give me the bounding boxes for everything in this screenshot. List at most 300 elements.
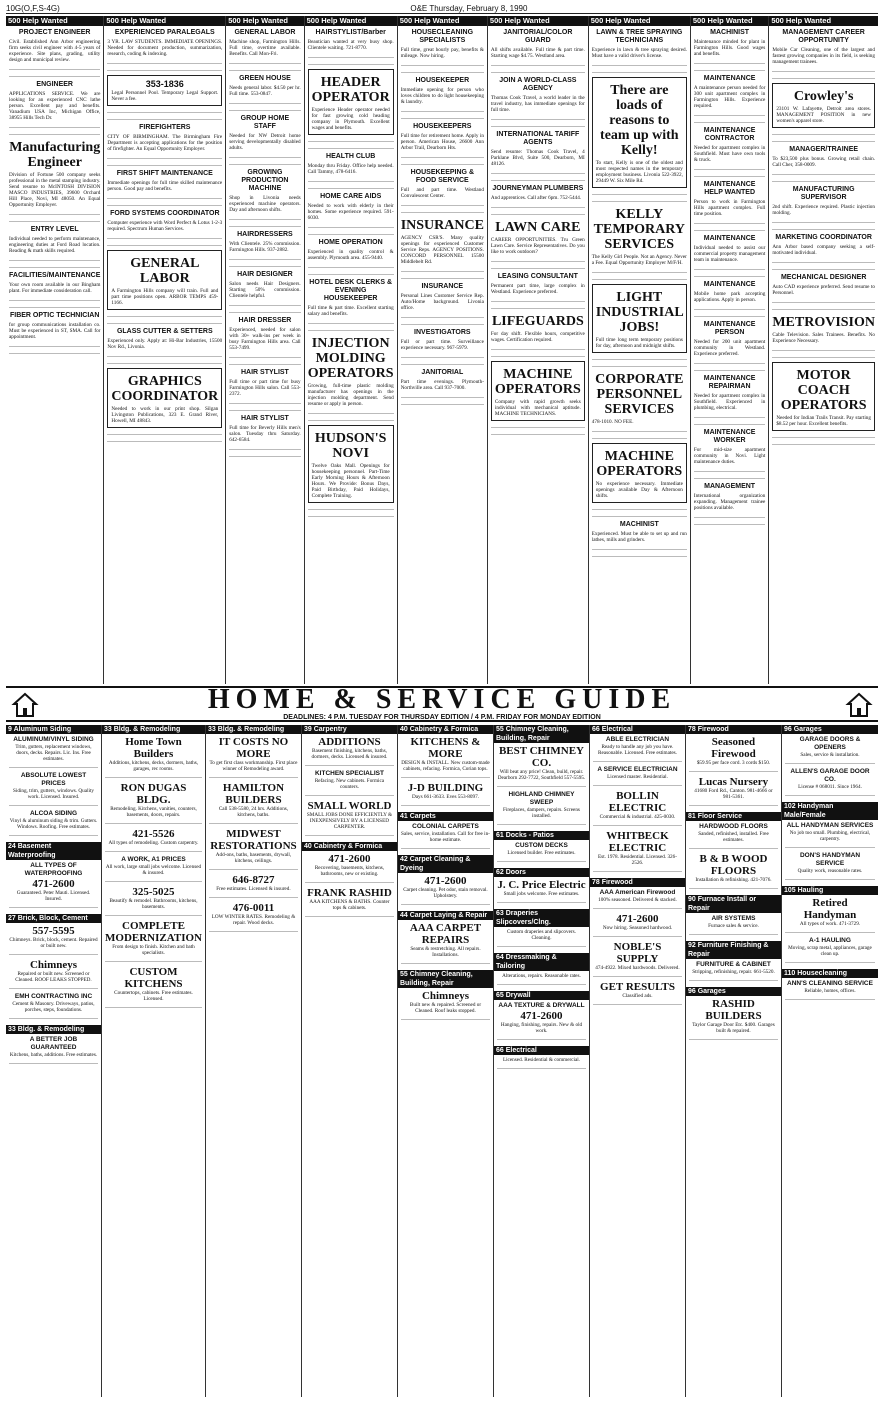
ad-headline: Seasoned Firewood xyxy=(711,736,756,760)
ad-text-lines xyxy=(689,886,778,892)
service-ad xyxy=(305,853,394,877)
service-ad xyxy=(689,823,778,843)
category-header: 78 Firewood xyxy=(686,725,781,734)
ad-headline: CUSTOM KITCHENS xyxy=(124,966,183,990)
ad-body: SMALL JOBS DONE EFFICIENTLY & INEXPENSIVELY BY A LICENSED CARPENTER. xyxy=(306,812,393,830)
ad-body: Commercial & industrial. 425-0030. xyxy=(599,814,676,820)
ad-text-lines xyxy=(689,1037,778,1043)
ad-headline: WHITBECK ELECTRIC xyxy=(606,830,669,854)
ad-text-lines xyxy=(401,902,490,908)
service-ad xyxy=(305,736,394,760)
ad-title: HOUSEKEEPING & FOOD SERVICE xyxy=(410,169,474,184)
ad-text-lines xyxy=(229,355,300,361)
ad-headline: 325-5025 xyxy=(132,886,175,898)
ad-text-lines xyxy=(592,192,687,198)
classified-ad xyxy=(107,210,222,232)
ad-body: A Farmington Hills company will train. Full and part time positions open. ARBOR TEMPS 459-1166. xyxy=(111,288,219,306)
ad-text-lines xyxy=(229,108,300,114)
classified-ad xyxy=(491,185,585,201)
ad-text-lines xyxy=(107,354,222,360)
ad-title: MAINTENANCE CONTRACTOR xyxy=(703,127,756,142)
ad-text-lines xyxy=(491,347,585,353)
ad-text-lines xyxy=(401,402,484,408)
ad-text-lines xyxy=(491,259,585,265)
ad-title: FORD SYSTEMS COORDINATOR xyxy=(110,210,220,217)
ad-headline: J. C. Price Electric xyxy=(497,879,586,891)
column-header: 500 Help Wanted xyxy=(104,16,225,26)
ad-body: Seams & restretching. All repairs. Installations. xyxy=(410,946,481,958)
classified-ad xyxy=(401,169,484,199)
service-ad xyxy=(401,875,490,899)
ad-title: HAIR STYLIST xyxy=(241,369,289,376)
ad-text-lines xyxy=(491,306,585,312)
ad-text-lines xyxy=(308,139,394,145)
ad-text-lines xyxy=(107,314,222,320)
category-header: 105 Hauling xyxy=(782,886,878,895)
ad-text-lines xyxy=(592,547,687,553)
ad-text-lines xyxy=(592,277,687,283)
ad-headline: MOTOR COACH OPERATORS xyxy=(780,368,867,413)
ad-text-lines xyxy=(308,507,394,513)
ad-text-lines xyxy=(491,425,585,431)
ad-text-lines xyxy=(592,270,687,276)
help-wanted-column xyxy=(6,16,104,684)
ad-text-lines xyxy=(105,821,202,827)
ad-title: CUSTOM DECKS xyxy=(515,842,568,849)
ad-body: DESIGN & INSTALL. New custom-made cabinets, refacing. Formica, Corian tops. xyxy=(401,760,490,772)
ad-body: Experience in lawn & tree spraying desired. Must have a valid driver's license. xyxy=(591,47,687,59)
ad-title: MAINTENANCE REPAIRMAN xyxy=(703,375,756,390)
service-ad xyxy=(9,1036,98,1058)
category-header: 90 Furnace Install or Repair xyxy=(686,895,781,913)
ad-text-lines xyxy=(9,212,100,218)
ad-text-lines xyxy=(401,162,484,168)
ad-title: LAWN & TREE SPRAYING TECHNICIANS xyxy=(596,29,683,44)
ad-headline: Chimneys xyxy=(421,990,469,1002)
ad-body: And apprentices. Call after 6pm. 752-5444. xyxy=(490,195,582,201)
service-ad xyxy=(785,980,875,994)
help-wanted-column xyxy=(305,16,398,684)
classified-ad xyxy=(229,169,300,213)
ad-headline: LAWN CARE xyxy=(495,220,581,235)
service-ad xyxy=(497,842,586,856)
classified-ad xyxy=(107,250,222,310)
ad-title: MACHINIST xyxy=(619,521,659,528)
ad-title: MAINTENANCE xyxy=(703,281,756,288)
ad-headline: RASHID BUILDERS xyxy=(705,998,762,1022)
classified-ad xyxy=(9,140,100,208)
service-ad xyxy=(593,913,682,931)
ad-text-lines xyxy=(308,321,394,327)
service-ad xyxy=(785,897,875,927)
service-ad xyxy=(305,887,394,911)
ad-body: Experience Header operator needed for fast growing cold heading company in Plymouth. Excellent wages and benefits. xyxy=(311,107,390,131)
ad-title: A-1 HAULING xyxy=(809,937,851,944)
ad-body: Refacing. New cabinets. Formica counters. xyxy=(314,778,385,790)
ad-title: ALUMINUM/VINYL SIDING xyxy=(13,736,94,743)
classified-ad xyxy=(308,193,394,221)
ad-headline: MIDWEST RESTORATIONS xyxy=(210,828,297,852)
classified-ad xyxy=(694,127,765,163)
ad-title: HARDWOOD FLOORS xyxy=(699,823,768,830)
ad-headline: 471-2600 xyxy=(616,913,659,925)
ad-text-lines xyxy=(9,1061,98,1067)
ad-body: APPLICATIONS SERVICE. We are looking for an experienced CNC lathe person. Excellent pay and benefits. Vanadium USA Inc, Michigan Office, 38955 Hills Tech Dr. xyxy=(9,91,101,121)
ad-title: KITCHEN SPECIALIST xyxy=(314,770,384,777)
ad-text-lines xyxy=(593,869,682,875)
ad-title: LEASING CONSULTANT xyxy=(497,273,578,280)
ad-title: HOME OPERATION xyxy=(318,239,383,246)
ad-title: PROJECT ENGINEER xyxy=(18,29,91,36)
ad-text-lines xyxy=(401,961,490,967)
ad-headline: METROVISION xyxy=(772,315,875,330)
ad-text-lines xyxy=(401,276,484,282)
category-header: 64 Dressmaking & Tailoring xyxy=(494,953,589,971)
ad-title: GROUP HOME STAFF xyxy=(240,115,290,130)
ad-body: Built new & repaired. Screened or Cleaned. Roof leaks stopped. xyxy=(409,1002,482,1014)
ad-body: Recovering, basements, kitchens, bathrooms, new or existing. xyxy=(314,865,385,877)
service-ad xyxy=(785,768,875,790)
help-wanted-column xyxy=(488,16,589,684)
ad-body: 478-1010. NO FEE. xyxy=(591,419,634,425)
ad-text-lines xyxy=(305,763,394,769)
service-ad xyxy=(593,889,682,903)
category-header: 62 Doors xyxy=(494,868,589,877)
ad-title: ANN'S CLEANING SERVICE xyxy=(787,980,873,987)
ad-text-lines xyxy=(209,867,298,873)
classified-ad xyxy=(592,77,687,188)
ad-text-lines xyxy=(105,775,202,781)
service-ad xyxy=(689,776,778,800)
ad-title: GLASS CUTTER & SETTERS xyxy=(116,328,213,335)
ad-body: Needed for NW Detroit home serving developmentally disabled adults. xyxy=(229,133,301,151)
ad-body: CAREER OPPORTUNITIES. Tru Green Lawn Care. Service Representatives. Do you like to work outdoors? xyxy=(490,237,585,255)
ad-text-lines xyxy=(229,61,300,67)
classified-ad xyxy=(229,271,300,299)
ad-body: Beautify & remodel. Bathrooms, kitchens, basements. xyxy=(109,898,198,910)
ad-text-lines xyxy=(229,303,300,309)
ad-body: Needed for 200 unit apartment community in Westland. Experience preferred. xyxy=(693,339,766,357)
category-header: 44 Carpet Laying & Repair xyxy=(398,911,493,920)
ad-text-lines xyxy=(107,236,222,242)
ad-body: All types of work. 471-3729. xyxy=(799,921,861,927)
ad-body: The Kelly Girl People. Not an Agency. Never a Fee. Equal Opportunity Employer M/F/H. xyxy=(591,254,687,266)
ad-text-lines xyxy=(592,436,687,442)
banner-title: HOME & SERVICE GUIDE xyxy=(207,684,677,715)
ad-text-lines xyxy=(689,932,778,938)
ad-headline: 471-2600 xyxy=(32,878,75,890)
ad-title: GENERAL LABOR xyxy=(234,29,296,36)
ad-body: Installation & refinishing. 421-7076. xyxy=(695,877,772,883)
ad-title: HAIRDRESSERS xyxy=(237,231,293,238)
category-header: 40 Cabinetry & Formica xyxy=(398,725,493,734)
ad-text-lines xyxy=(9,67,100,73)
ad-body: Part time evenings. Plymouth-Northville area. Call 937-7000. xyxy=(400,379,484,391)
home-service-guide-banner xyxy=(6,686,878,722)
folio-line xyxy=(6,4,878,14)
ad-body: Needed for apartment complex in Southfield. Experienced in plumbing, electrical. xyxy=(693,393,766,411)
ad-text-lines xyxy=(308,62,394,68)
ad-body: Full and part time. Westland Convalescent Center. xyxy=(400,187,484,199)
service-ad xyxy=(9,736,98,762)
category-header: 96 Garages xyxy=(782,725,878,734)
ad-body: AAA KITCHENS & BATHS. Counter tops & cabinets. xyxy=(309,899,390,911)
ad-body: Needed to work in our print shop. Silgan Livingston Publications, 323 E. Grand River, Howell, MI 48843. xyxy=(111,406,219,424)
classified-ad xyxy=(401,77,484,105)
service-ad xyxy=(105,856,202,876)
ad-text-lines xyxy=(689,803,778,809)
ad-text-lines xyxy=(229,217,300,223)
ad-text-lines xyxy=(229,257,300,263)
ad-text-lines xyxy=(107,439,222,445)
ad-text-lines xyxy=(772,76,875,82)
category-header: 96 Garages xyxy=(686,987,781,996)
ad-body: Licensed master. Residential. xyxy=(607,774,668,780)
ad-headline: 646-8727 xyxy=(232,874,275,886)
column-header: 500 Help Wanted xyxy=(6,16,103,26)
classified-ad xyxy=(9,312,100,340)
ad-text-lines xyxy=(593,783,682,789)
help-wanted-column xyxy=(104,16,226,684)
classified-ad xyxy=(229,29,300,57)
ad-text-lines xyxy=(9,305,100,311)
classified-ad xyxy=(401,123,484,151)
ad-body: For day shift. Flexible hours, competitive wages. Certification required. xyxy=(490,331,585,343)
service-ad xyxy=(593,981,682,999)
ad-body: Experienced only. Apply at: Hi-Bar Industries, 15500 Nov Rd., Livonia. xyxy=(107,338,223,350)
service-ad xyxy=(785,937,875,957)
ad-title: JANITORIAL xyxy=(421,369,464,376)
ad-title: MANAGEMENT xyxy=(704,483,756,490)
category-header: 42 Carpet Cleaning & Dyeing xyxy=(398,855,493,873)
ad-body: Full time or part time for busy Farmington Hills salon. Call 553-2372. xyxy=(229,379,301,397)
classified-ad xyxy=(308,69,394,135)
service-ad xyxy=(105,782,202,818)
ad-text-lines xyxy=(9,298,100,304)
ad-text-lines xyxy=(401,210,484,216)
service-ad xyxy=(689,736,778,766)
ad-text-lines xyxy=(308,186,394,192)
ad-text-lines xyxy=(9,219,100,225)
ad-text-lines xyxy=(497,982,586,988)
ad-text-lines xyxy=(107,61,222,67)
classified-ad xyxy=(107,328,222,350)
category-header: 61 Docks - Patios xyxy=(494,831,589,840)
classified-ad xyxy=(772,83,875,128)
ad-text-lines xyxy=(592,514,687,520)
ad-body: Twelve Oaks Mall. Openings for housekeeping personnel. Part-Time Early Morning Hours & Afternoon Hours. We Provide: Bonus Days, Paid Birthday, Paid Holidays, Complete Training. xyxy=(311,463,390,499)
ad-title: HEALTH CLUB xyxy=(326,153,376,160)
ad-body: 2nd shift. Experience required. Plastic injection molding. xyxy=(772,204,875,216)
ad-text-lines xyxy=(209,821,298,827)
service-guide-column xyxy=(398,725,494,1397)
ad-title: INTERNATIONAL TARIFF AGENTS xyxy=(496,131,580,146)
classified-ad xyxy=(107,29,222,57)
ad-text-lines xyxy=(491,205,585,211)
help-wanted-column xyxy=(769,16,878,684)
ad-body: Company with rapid growth seeks individual with mechanical aptitude. MACHINE TECHNICIANS. xyxy=(494,399,581,417)
ad-headline: AAA CARPET REPAIRS xyxy=(409,922,482,946)
ad-text-lines xyxy=(772,260,875,266)
ad-headline: ADDITIONS xyxy=(318,736,381,748)
ad-text-lines xyxy=(592,554,687,560)
ad-text-lines xyxy=(401,70,484,76)
ad-text-lines xyxy=(694,415,765,421)
ad-body: All work, large small jobs welcome. Licensed & insured. xyxy=(105,864,202,876)
category-header: 41 Carpets xyxy=(398,812,493,821)
classified-ad xyxy=(308,153,394,175)
ad-headline: HEADER OPERATOR xyxy=(311,75,390,105)
column-header: 500 Help Wanted xyxy=(488,16,588,26)
ad-text-lines xyxy=(772,348,875,354)
ad-text-lines xyxy=(9,258,100,264)
ad-text-lines xyxy=(491,171,585,177)
ad-headline: BEST CHIMNEY CO. xyxy=(498,745,585,769)
ad-headline: KITCHENS & MORE xyxy=(410,736,481,760)
ad-body: Stripping, refinishing, repair. 661-5520. xyxy=(692,969,775,975)
classified-ad xyxy=(9,226,100,254)
ad-body: Auto CAD experience preferred. Send resume to Personnel. xyxy=(772,284,875,296)
ad-title: GARAGE DOORS & OPENERS xyxy=(799,736,861,751)
ad-title: FIREFIGHTERS xyxy=(139,124,191,131)
service-ad xyxy=(401,823,490,843)
ad-body: 23101 W. Lafayette, Detroit area stores. MANAGEMENT POSITION in new women's apparel store. xyxy=(776,106,871,124)
ad-text-lines xyxy=(105,849,202,855)
ad-text-lines xyxy=(593,934,682,940)
ad-text-lines xyxy=(772,179,875,185)
ad-body: Chimneys. Brick, block, cement. Repaired or built new. xyxy=(9,937,98,949)
column-header: 500 Help Wanted xyxy=(305,16,397,26)
ad-headline: Crowley's xyxy=(793,89,854,104)
ad-text-lines xyxy=(772,267,875,273)
ad-text-lines xyxy=(497,1066,586,1072)
service-ad xyxy=(497,791,586,819)
ad-title: EXPERIENCED PARALEGALS xyxy=(114,29,215,36)
category-header: 33 Bldg. & Remodeling xyxy=(6,1025,101,1034)
service-ad xyxy=(401,990,490,1014)
category-header: 9 Aluminum Siding xyxy=(6,725,101,734)
service-ad xyxy=(689,961,778,975)
ad-title: FURNITURE & CABINET xyxy=(696,961,771,968)
ad-headline: MACHINE OPERATORS xyxy=(494,367,581,397)
ad-title: MACHINIST xyxy=(710,29,750,36)
ad-body: Full time, great hourly pay, benefits & mileage. Now hiring. xyxy=(400,47,484,59)
ad-body: Custom draperies and slipcovers. Cleaning. xyxy=(507,929,576,941)
service-ad xyxy=(209,874,298,892)
ad-text-lines xyxy=(308,55,394,61)
help-wanted-column xyxy=(226,16,304,684)
ad-text-lines xyxy=(772,355,875,361)
help-wanted-column xyxy=(398,16,488,684)
ad-text-lines xyxy=(694,267,765,273)
ad-title: ABLE ELECTRICIAN xyxy=(605,736,670,743)
ad-body: Thomas Cook Travel, a world leader in the travel industry, has immediate openings for full time. xyxy=(490,95,585,113)
ad-text-lines xyxy=(592,63,687,69)
ad-text-lines xyxy=(491,70,585,76)
service-ad xyxy=(497,745,586,781)
ad-text-lines xyxy=(308,265,394,271)
ad-body: Furnace sales & service. xyxy=(708,923,759,929)
ad-text-lines xyxy=(497,944,586,950)
service-ad xyxy=(689,853,778,883)
classified-ad xyxy=(491,314,585,343)
ad-title: ABSOLUTE LOWEST PRICES xyxy=(20,772,87,787)
ad-text-lines xyxy=(497,900,586,906)
ad-text-lines xyxy=(592,70,687,76)
ad-headline: SMALL WORLD xyxy=(307,800,392,812)
ad-body: Days 661-3633. Eves 553-8097. xyxy=(411,794,479,800)
house-icon xyxy=(12,692,38,718)
ad-text-lines xyxy=(785,877,875,883)
category-header: 92 Furniture Finishing & Repair xyxy=(686,941,781,959)
classified-ad xyxy=(107,368,222,428)
ad-body: Quality work, reasonable rates. xyxy=(797,868,863,874)
ad-text-lines xyxy=(694,469,765,475)
classified-ad xyxy=(772,146,875,168)
service-ad xyxy=(689,915,778,929)
classified-ad xyxy=(491,273,585,295)
ad-title: HOUSEKEEPERS xyxy=(413,123,472,130)
ad-text-lines xyxy=(694,167,765,173)
ad-body: Vinyl & aluminum siding & trim. Gutters. Windows. Roofing. Free estimates. xyxy=(9,818,98,830)
ad-text-lines xyxy=(401,155,484,161)
ad-text-lines xyxy=(694,476,765,482)
ad-title: JOIN A WORLD-CLASS AGENCY xyxy=(499,77,577,92)
ad-body: CITY OF BIRMINGHAM. The Birmingham Fire Department is accepting applications for the position of firefighter. An Equal Opportunity Employer. xyxy=(107,134,223,152)
ad-body: All types of remodeling. Custom carpentry. xyxy=(108,840,199,846)
ad-body: With Clientele. 25% commission. Farmington Hills. 937-2882. xyxy=(229,241,301,253)
ad-text-lines xyxy=(694,307,765,313)
ad-body: Countertops, cabinets. Free estimates. Licensed. xyxy=(114,990,193,1002)
ad-text-lines xyxy=(229,101,300,107)
ad-title: HOUSECLEANING SPECIALISTS xyxy=(411,29,474,44)
ad-text-lines xyxy=(107,196,222,202)
ad-headline: 421-5526 xyxy=(132,828,175,840)
category-header: 39 Carpentry xyxy=(302,725,397,734)
classified-ad xyxy=(694,75,765,109)
ad-text-lines xyxy=(9,344,100,350)
classified-ad xyxy=(491,77,585,113)
classified-ad xyxy=(229,369,300,397)
ad-text-lines xyxy=(107,68,222,74)
classified-ad xyxy=(229,231,300,253)
ad-headline: COMPLETE MODERNIZATION xyxy=(105,920,202,944)
ad-body: Division of Fortune 500 company seeks professional in the metal stamping industry. Send resume to McINTOSH DIVISION MASCO INDUSTRIES, 39600 Orchard Hill Place, Novi, MI 48050. An Equal Opportunity Employer. xyxy=(9,172,101,208)
category-header: 110 Housecleaning xyxy=(782,969,878,978)
ad-title: MARKETING COORDINATOR xyxy=(775,234,872,241)
ad-title: HOUSEKEEPER xyxy=(415,77,470,84)
classified-ad xyxy=(694,375,765,411)
ad-text-lines xyxy=(593,974,682,980)
service-guide-column xyxy=(206,725,302,1397)
ad-body: Now hiring. Seasoned hardwood. xyxy=(602,925,673,931)
service-ad xyxy=(9,959,98,983)
help-wanted-column xyxy=(691,16,769,684)
ad-text-lines xyxy=(694,174,765,180)
service-ad xyxy=(305,800,394,830)
ad-text-lines xyxy=(308,418,394,424)
category-header: 63 Draperies Slipcovers/Clng. xyxy=(494,909,589,927)
ad-body: Permanent part time, large complex in Westland. Experience preferred. xyxy=(490,283,585,295)
ad-text-lines xyxy=(497,859,586,865)
ad-text-lines xyxy=(105,913,202,919)
ad-title: MAINTENANCE PERSON xyxy=(703,321,756,336)
ad-title: AAA TEXTURE & DRYWALL xyxy=(498,1002,585,1009)
ad-body: Kitchens, baths, additions. Free estimates. xyxy=(9,1052,98,1058)
service-ad xyxy=(785,852,875,874)
ad-title: INVESTIGATORS xyxy=(414,329,471,336)
ad-text-lines xyxy=(491,354,585,360)
